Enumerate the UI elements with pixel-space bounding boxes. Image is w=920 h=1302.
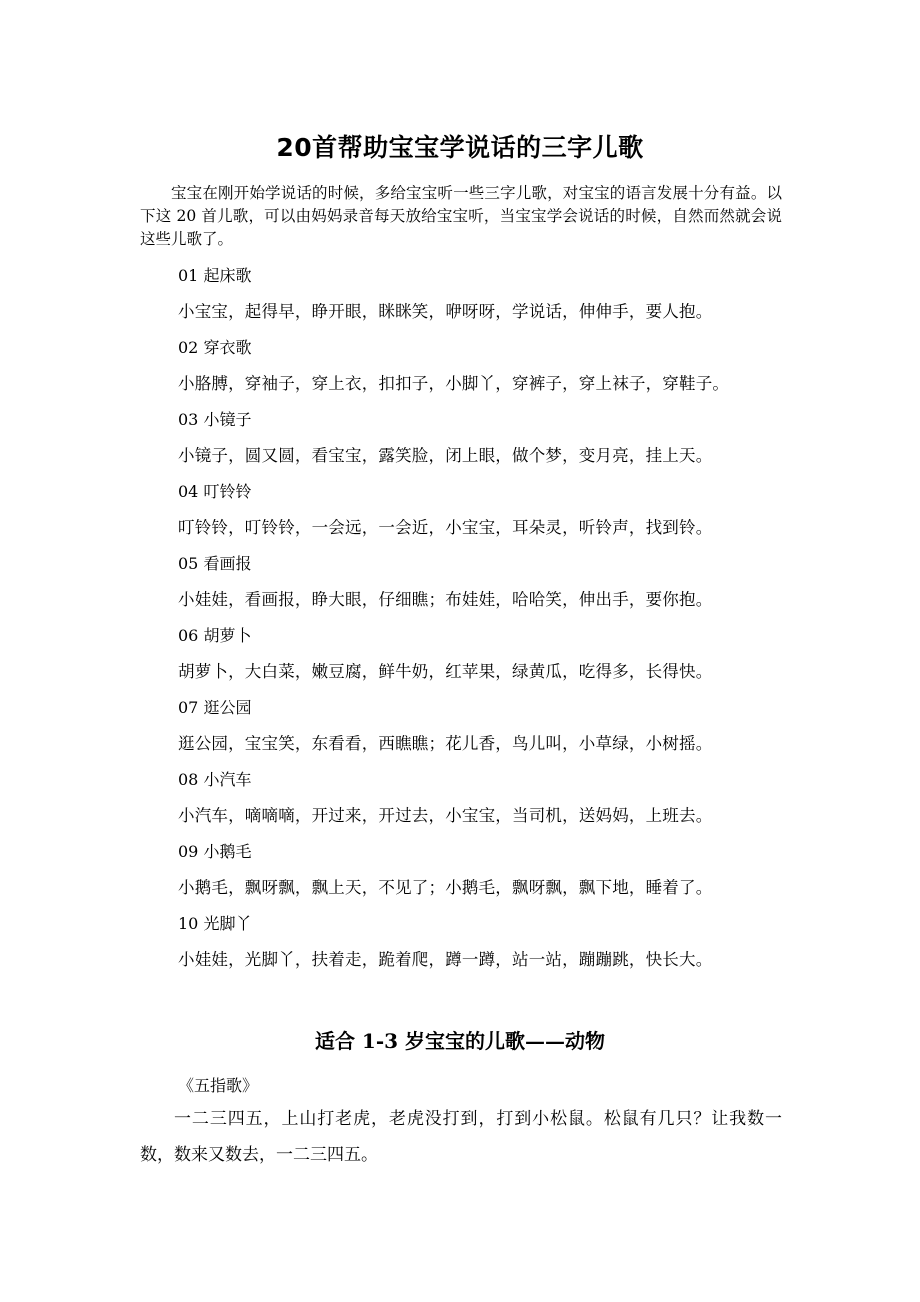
poem-list <box>178 262 798 982</box>
poem-title: 06 胡萝卜 <box>178 626 252 645</box>
poem-text: 小娃娃，光脚丫，扶着走，跪着爬，蹲一蹲，站一站，蹦蹦跳，快长大。 <box>178 950 713 969</box>
poem-text: 小宝宝，起得早，睁开眼，眯眯笑，咿呀呀，学说话，伸伸手，要人抱。 <box>178 302 713 321</box>
poem-item <box>178 910 798 982</box>
poem-item <box>178 334 798 406</box>
poem-text: 小娃娃，看画报，睁大眼，仔细瞧；布娃娃，哈哈笑，伸出手，要你抱。 <box>178 590 713 609</box>
poem-text: 胡萝卜，大白菜，嫩豆腐，鲜牛奶，红苹果，绿黄瓜，吃得多，长得快。 <box>178 662 713 681</box>
song-text: 一二三四五，上山打老虎，老虎没打到，打到小松鼠。松鼠有几只？让我数一数，数来又数去，一二三四五。 <box>140 1109 782 1165</box>
poem-title: 07 逛公园 <box>178 698 252 717</box>
poem-title: 03 小镜子 <box>178 410 252 429</box>
poem-text: 小胳膊，穿袖子，穿上衣，扣扣子，小脚丫，穿裤子，穿上袜子，穿鞋子。 <box>178 374 730 393</box>
poem-item <box>178 838 798 910</box>
song-title: 《五指歌》 <box>178 1076 259 1095</box>
poem-item <box>178 478 798 550</box>
poem-title: 08 小汽车 <box>178 770 252 789</box>
poem-title: 02 穿衣歌 <box>178 338 252 357</box>
section-heading: 适合 1-3 岁宝宝的儿歌——动物 <box>314 1029 606 1053</box>
poem-item <box>178 694 798 766</box>
poem-item <box>178 406 798 478</box>
poem-title: 05 看画报 <box>178 554 252 573</box>
poem-item <box>178 550 798 622</box>
poem-title: 09 小鹅毛 <box>178 842 252 861</box>
poem-title: 01 起床歌 <box>178 266 252 285</box>
poem-text: 逛公园，宝宝笑，东看看，西瞧瞧；花儿香，鸟儿叫，小草绿，小树摇。 <box>178 734 713 753</box>
poem-text: 小鹅毛，飘呀飘，飘上天，不见了；小鹅毛，飘呀飘，飘下地，睡着了。 <box>178 878 713 897</box>
intro-paragraph: 宝宝在刚开始学说话的时候，多给宝宝听一些三字儿歌，对宝宝的语言发展十分有益。以下这 20 首儿歌，可以由妈妈录音每天放给宝宝听，当宝宝学会说话的时候，自然而然就会说这些儿歌了。 <box>140 184 782 248</box>
poem-text: 叮铃铃，叮铃铃，一会远，一会近，小宝宝，耳朵灵，听铃声，找到铃。 <box>178 518 713 537</box>
poem-item <box>178 766 798 838</box>
document-title: 20首帮助宝宝学说话的三字儿歌 <box>276 133 644 162</box>
poem-text: 小镜子，圆又圆，看宝宝，露笑脸，闭上眼，做个梦，变月亮，挂上天。 <box>178 446 713 465</box>
poem-title: 04 叮铃铃 <box>178 482 252 501</box>
poem-text: 小汽车，嘀嘀嘀，开过来，开过去，小宝宝，当司机，送妈妈，上班去。 <box>178 806 713 825</box>
poem-item <box>178 262 798 334</box>
poem-item <box>178 622 798 694</box>
poem-title: 10 光脚丫 <box>178 914 252 933</box>
